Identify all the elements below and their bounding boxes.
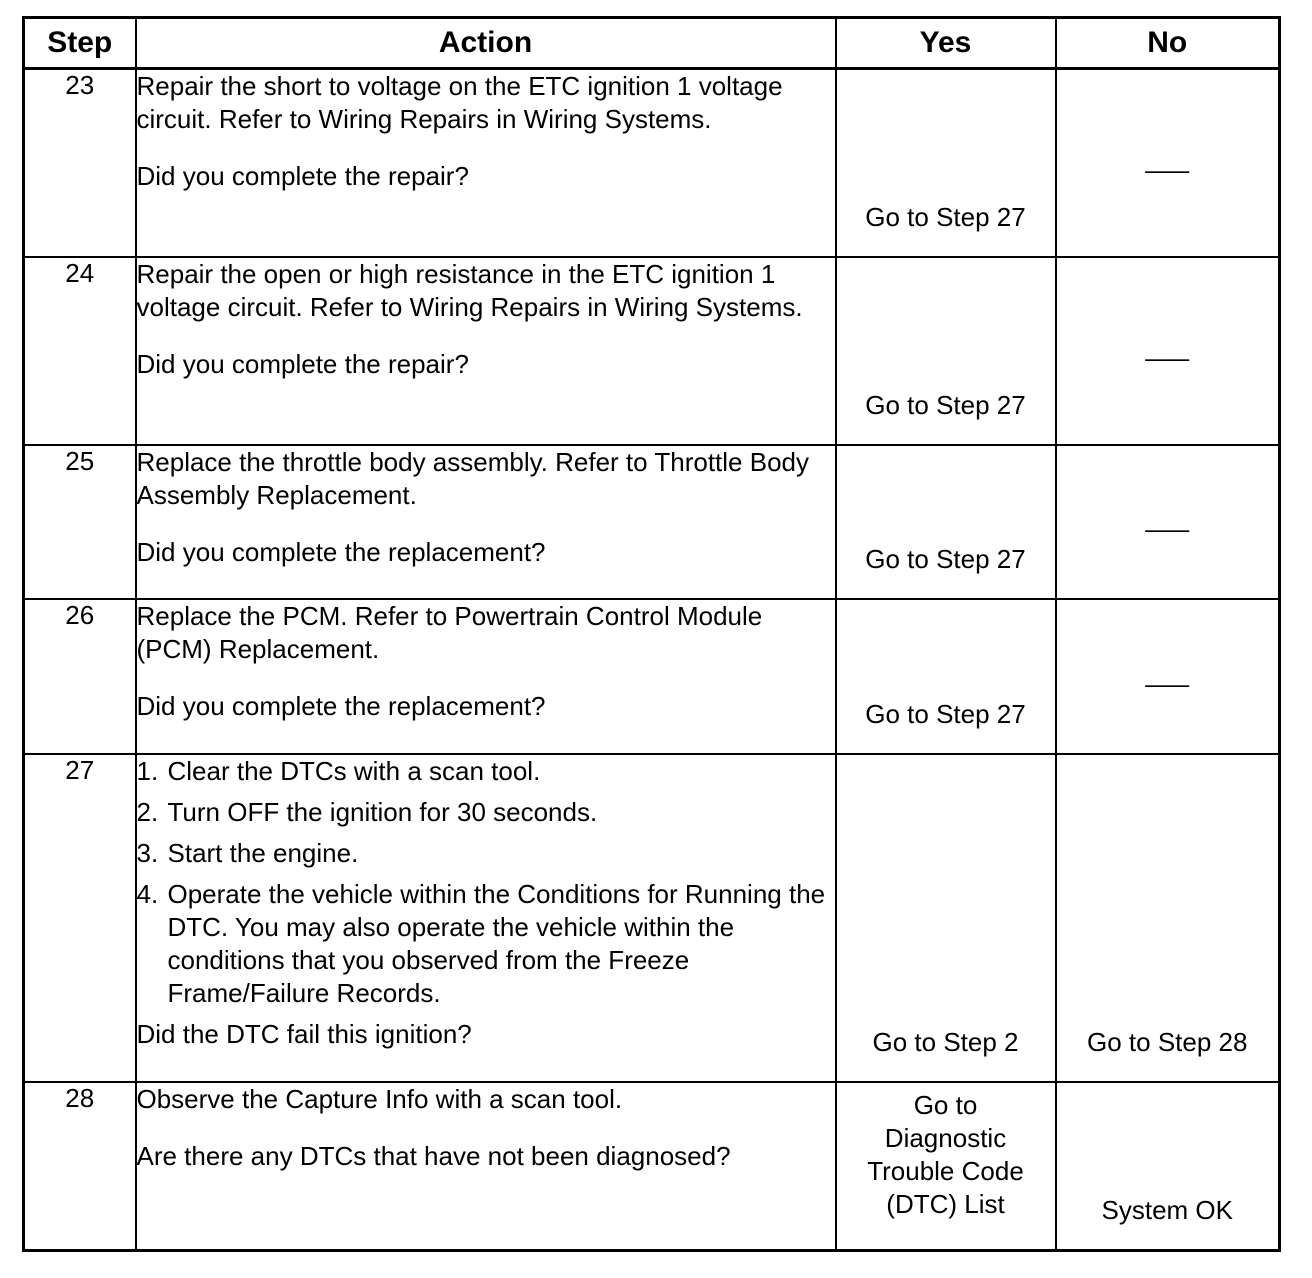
action-cell [136, 599, 836, 754]
yes-result: Go to Step 27 [865, 202, 1026, 232]
list-item-number: 4. [136, 879, 159, 909]
action-cell [136, 445, 836, 599]
yes-cell [836, 257, 1056, 445]
action-question: Are there any DTCs that have not been diagnosed? [136, 1141, 731, 1171]
list-item-text: Clear the DTCs with a scan tool. [167, 756, 541, 786]
list-item-number: 1. [136, 756, 159, 786]
no-cell [1056, 754, 1280, 1082]
action-cell [136, 257, 836, 445]
header-row [24, 18, 1280, 69]
yes-cell [836, 599, 1056, 754]
list-item [137, 755, 835, 788]
table-row [24, 257, 1280, 445]
no-cell [1056, 1082, 1280, 1251]
no-cell [1056, 445, 1280, 599]
diagnostic-table [22, 16, 1281, 1252]
header-yes: Yes [836, 18, 1056, 69]
action-question: Did you complete the repair? [136, 161, 469, 191]
action-question: Did the DTC fail this ignition? [136, 1019, 472, 1049]
header-action: Action [136, 18, 836, 69]
step-number: 23 [24, 69, 136, 258]
yes-result: Go to Step 27 [865, 390, 1026, 420]
yes-cell [836, 754, 1056, 1082]
no-result: System OK [1101, 1195, 1233, 1225]
action-cell [136, 1082, 836, 1251]
no-result: ___ [1145, 144, 1189, 174]
step-number: 28 [24, 1082, 136, 1251]
yes-result: Go to Step 27 [865, 544, 1026, 574]
action-text: Replace the throttle body assembly. Refer to Throttle Body Assembly Replacement. [136, 447, 809, 510]
action-question: Did you complete the repair? [136, 349, 469, 379]
list-item-text: Turn OFF the ignition for 30 seconds. [167, 797, 598, 827]
action-text: Replace the PCM. Refer to Powertrain Control Module (PCM) Replacement. [136, 601, 763, 664]
list-item-number: 3. [136, 838, 159, 868]
step-number: 26 [24, 599, 136, 754]
action-text: Repair the open or high resistance in the ETC ignition 1 voltage circuit. Refer to Wiring Repairs in Wiring Systems. [136, 259, 803, 322]
yes-result: Go to Step 2 [872, 1027, 1019, 1057]
yes-cell [836, 445, 1056, 599]
no-cell [1056, 257, 1280, 445]
yes-cell [836, 69, 1056, 258]
action-text: Repair the short to voltage on the ETC ignition 1 voltage circuit. Refer to Wiring Repairs in Wiring Systems. [136, 71, 783, 134]
no-result: Go to Step 28 [1087, 1027, 1248, 1057]
table-row [24, 599, 1280, 754]
no-cell [1056, 599, 1280, 754]
action-cell [136, 754, 836, 1082]
yes-result: Go to Diagnostic Trouble Code (DTC) List [867, 1090, 1024, 1219]
action-text: Observe the Capture Info with a scan tool. [136, 1084, 623, 1114]
action-question: Did you complete the replacement? [136, 691, 546, 721]
list-item [137, 837, 835, 870]
action-question: Did you complete the replacement? [136, 537, 546, 567]
list-item [137, 796, 835, 829]
header-no: No [1056, 18, 1280, 69]
step-number: 24 [24, 257, 136, 445]
no-result: ___ [1145, 332, 1189, 362]
list-item [137, 878, 835, 1010]
yes-result: Go to Step 27 [865, 699, 1026, 729]
header-step: Step [24, 18, 136, 69]
table-row [24, 1082, 1280, 1251]
step-number: 25 [24, 445, 136, 599]
table-row [24, 754, 1280, 1082]
list-item-number: 2. [136, 797, 159, 827]
list-item-text: Start the engine. [167, 838, 359, 868]
table-row [24, 69, 1280, 258]
list-item-text: Operate the vehicle within the Conditions for Running the DTC. You may also operate the vehicle within the conditions that you observed from the Freeze Frame/Failure Records. [167, 879, 826, 1008]
no-result: ___ [1145, 657, 1189, 688]
table-row [24, 445, 1280, 599]
no-cell [1056, 69, 1280, 258]
no-result: ___ [1145, 503, 1189, 533]
step-number: 27 [24, 754, 136, 1082]
procedure-list [137, 755, 835, 1010]
action-cell [136, 69, 836, 258]
yes-cell [836, 1082, 1056, 1251]
